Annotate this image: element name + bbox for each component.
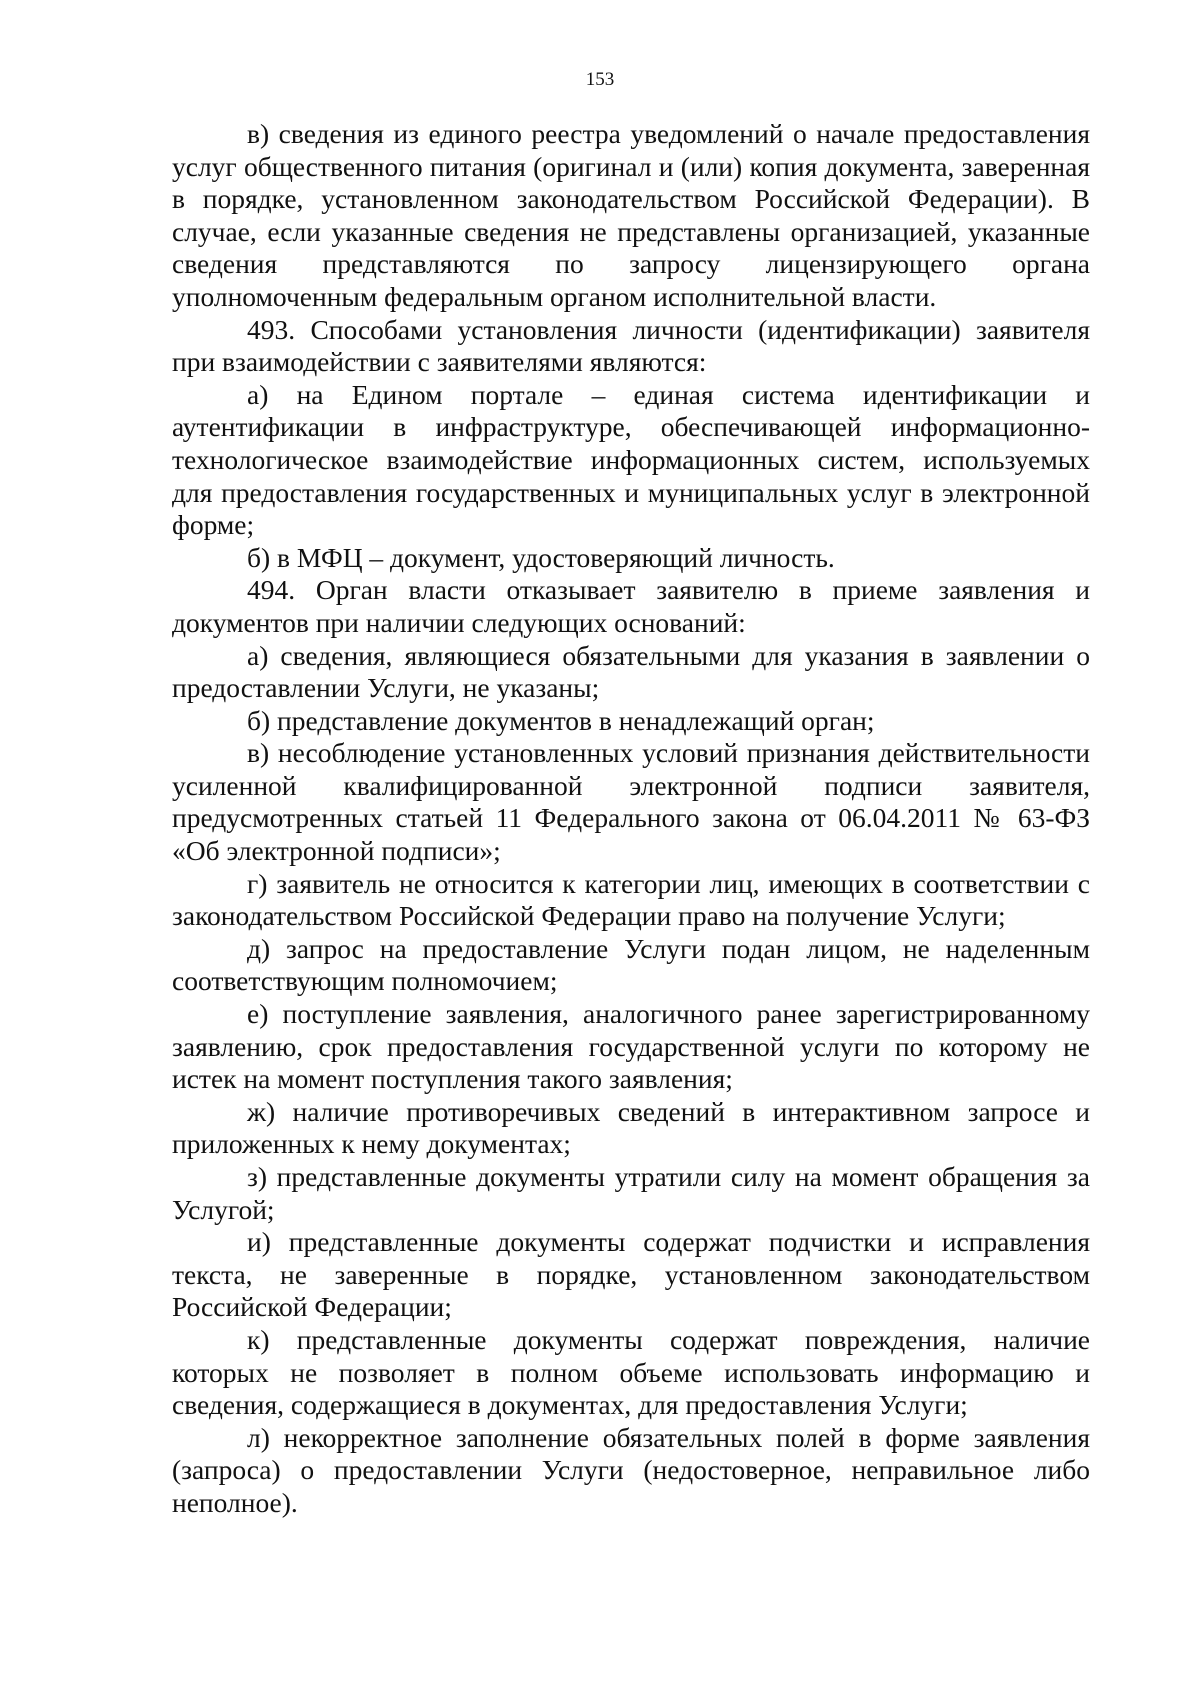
page-number: 153 <box>585 69 615 90</box>
paragraph-item-k: к) представленные документы содержат повреждения, наличие которых не позволяет в полном объеме использовать информацию и сведения, содержащиеся в документах, для предоставления Услуги; <box>172 1323 1090 1421</box>
paragraph-item-z: з) представленные документы утратили силу на момент обращения за Услугой; <box>172 1161 1090 1225</box>
paragraph-item-b-mfc: б) в МФЦ – документ, удостоверяющий личность. <box>247 541 835 573</box>
paragraph-item-a-portal: а) на Едином портале – единая система идентификации и аутентификации в инфраструктуре, обеспечивающей информационно-технологическое взаимодействие информационных систем, используемых для предоставления государственных и муниципальных услуг в электронной форме; <box>172 378 1090 541</box>
paragraph-item-e: е) поступление заявления, аналогичного ранее зарегистрированному заявлению, срок предоставления государственной услуги по которому не истек на момент поступления такого заявления; <box>172 998 1090 1095</box>
paragraph-494: 494. Орган власти отказывает заявителю в приеме заявления и документов при наличии следующих оснований: <box>172 574 1090 638</box>
paragraph-item-a: а) сведения, являющиеся обязательными для указания в заявлении о предоставлении Услуги, не указаны; <box>172 639 1090 704</box>
paragraph-item-d: д) запрос на предоставление Услуги подан лицом, не наделенным соответствующим полномочием; <box>172 932 1090 997</box>
paragraph-493: 493. Способами установления личности (идентификации) заявителя при взаимодействии с заявителями являются: <box>172 313 1090 378</box>
paragraph-item-l: л) некорректное заполнение обязательных полей в форме заявления (запроса) о предоставлении Услуги (недостоверное, неправильное либо неполное). <box>172 1421 1090 1518</box>
paragraph-item-g: г) заявитель не относится к категории лиц, имеющих в соответствии с законодательством Российской Федерации право на получение Услуги; <box>172 867 1090 932</box>
paragraph-item-zh: ж) наличие противоречивых сведений в интерактивном запросе и приложенных к нему документах; <box>172 1095 1090 1160</box>
paragraph-item-v: в) сведения из единого реестра уведомлений о начале предоставления услуг общественного питания (оригинал и (или) копия документа, заверенная в порядке, установленном законодательством Российской Федерации). В случае, если указанные сведения не представлены организацией, указанные сведения представляются по запросу лицензирующего органа уполномоченным федеральным органом исполнительной власти. <box>172 118 1090 312</box>
paragraph-item-v-signature: в) несоблюдение установленных условий признания действительности усиленной квалифицированной электронной подписи заявителя, предусмотренных статьей 11 Федерального закона от 06.04.2011 № 63-ФЗ «Об электронной подписи»; <box>172 737 1090 867</box>
paragraph-item-b: б) представление документов в ненадлежащий орган; <box>247 704 875 736</box>
paragraph-item-i: и) представленные документы содержат подчистки и исправления текста, не заверенные в порядке, установленном законодательством Российской Федерации; <box>172 1226 1090 1323</box>
document-body <box>172 118 1090 1520</box>
